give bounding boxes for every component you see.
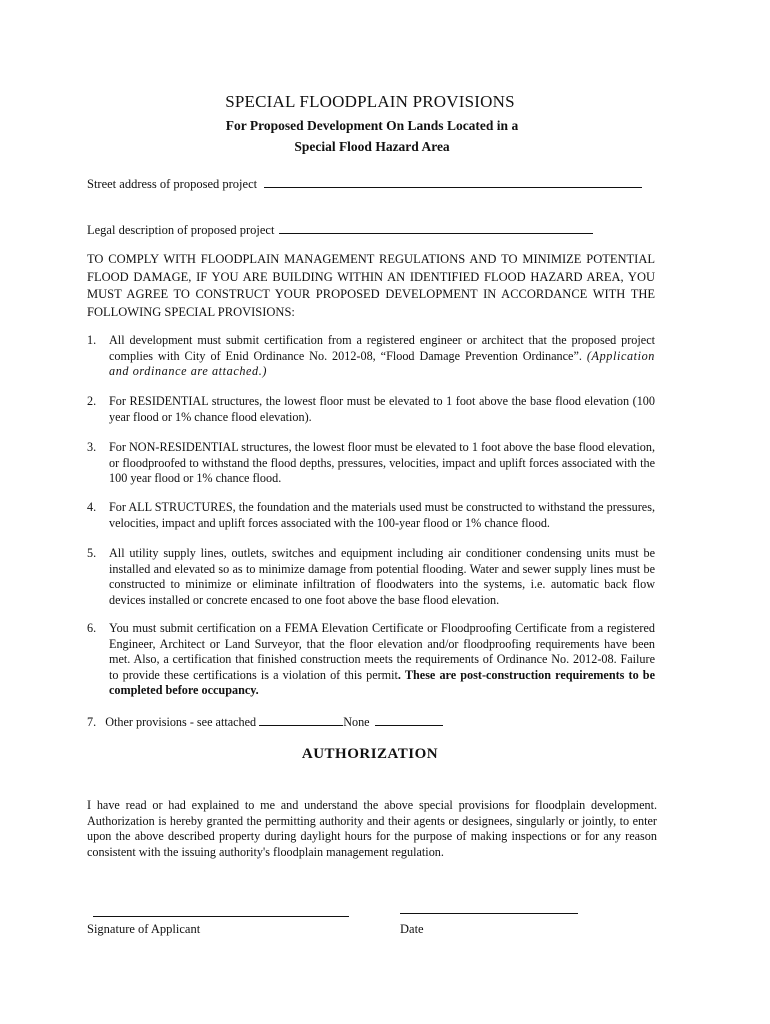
intro-paragraph: TO COMPLY WITH FLOODPLAIN MANAGEMENT REGULATIONS AND TO MINIMIZE POTENTIAL FLOOD DAMAGE, IF YOU ARE BUILDING WITHIN AN IDENTIFIED FLOOD HAZARD AREA, YOU MUST AGREE TO CONSTRUCT YOUR PROPOSED DEVELOPMENT IN ACCORDANCE WITH THE FOLLOWING SPECIAL PROVISIONS: [87, 252, 655, 319]
legal-description-label: Legal description of proposed project [87, 223, 275, 237]
provision-text: For ALL STRUCTURES, the foundation and the materials used must be constructed to withstand the pressures, velocities, impact and uplift forces associated with the 100-year flood or 1% chance flood. [109, 500, 655, 530]
provision-item [87, 394, 655, 425]
provision-text: You must submit certification on a FEMA Elevation Certificate or Floodproofing Certificate from a registered Engineer, Architect or Land Surveyor, that the floor elevation and/or floodproofing requirements have been met. Also, a certification that finished construction meets the requirements of Ordinance No. 2012-08. Failure to provide these certifications is a violation of this permit. These are post-construction requirements to be completed before occupancy. [109, 621, 655, 697]
provision-item [87, 546, 655, 608]
provision-number: 6. [87, 621, 97, 635]
authorization-title: AUTHORIZATION [301, 746, 439, 762]
none-field[interactable] [375, 713, 443, 726]
provision-item [87, 333, 655, 380]
street-address-row [87, 175, 642, 192]
street-address-field[interactable] [264, 175, 642, 188]
provision-item [87, 621, 655, 699]
document-title: SPECIAL FLOODPLAIN PROVISIONS [225, 92, 515, 111]
date-label: Date [400, 922, 424, 936]
provision-number: 1. [87, 333, 97, 347]
provision-number: 7. [87, 715, 97, 729]
date-line[interactable] [400, 913, 578, 914]
provision-item [87, 440, 655, 487]
applicant-signature-line[interactable] [93, 916, 349, 917]
provision-text: All development must submit certification from a registered engineer or architect that the proposed project complies with City of Enid Ordinance No. 2012-08, “Flood Damage Prevention Ordinance”. (Application and ordinance are attached.) [109, 333, 656, 378]
applicant-signature-label: Signature of Applicant [87, 922, 201, 936]
subtitle-line-2: Special Flood Hazard Area [294, 139, 450, 154]
legal-description-row [87, 221, 593, 238]
provision-text: For RESIDENTIAL structures, the lowest floor must be elevated to 1 foot above the base flood elevation (100 year flood or 1% chance flood elevation). [109, 394, 655, 424]
provision-bold-note: . These are post-construction requirements to be completed before occupancy. [109, 667, 655, 697]
provision-text: All utility supply lines, outlets, switches and equipment including air conditioner condensing units must be installed and elevated so as to minimize damage from potential flooding. Water and sewer supply lines must be constructed to minimize or eliminate infiltration of floodwaters into the systems, i.e. automatic back flow devices installed or concrete encased to one foot above the base flood elevation. [109, 546, 655, 607]
provision-item [87, 500, 655, 531]
other-provisions-row [87, 713, 443, 730]
none-label: None [343, 715, 370, 729]
legal-description-field[interactable] [279, 221, 593, 234]
subtitle-line-1: For Proposed Development On Lands Located in a [225, 118, 519, 133]
other-provisions-label: Other provisions - see attached [105, 715, 257, 729]
other-provisions-field[interactable] [259, 713, 343, 726]
provision-number: 5. [87, 546, 97, 560]
provision-number: 3. [87, 440, 97, 454]
authorization-text: I have read or had explained to me and understand the above special provisions for floodplain development. Authorization is hereby granted the permitting authority and their agents or designees, singularly or jointly, to enter upon the above described property during daylight hours for the purpose of making inspections or for any reason consistent with the issuing authority's floodplain management regulation. [87, 798, 657, 859]
street-address-label: Street address of proposed project [87, 177, 258, 191]
provision-number: 4. [87, 500, 97, 514]
provision-italic-note: (Application and ordinance are attached.) [109, 348, 656, 378]
provision-text: For NON-RESIDENTIAL structures, the lowest floor must be elevated to 1 foot above the base flood elevation, or floodproofed to withstand the flood depths, pressures, velocities, impact and uplift forces associated with the 100 year flood or 1% chance flood. [109, 440, 655, 485]
provision-number: 2. [87, 394, 97, 408]
